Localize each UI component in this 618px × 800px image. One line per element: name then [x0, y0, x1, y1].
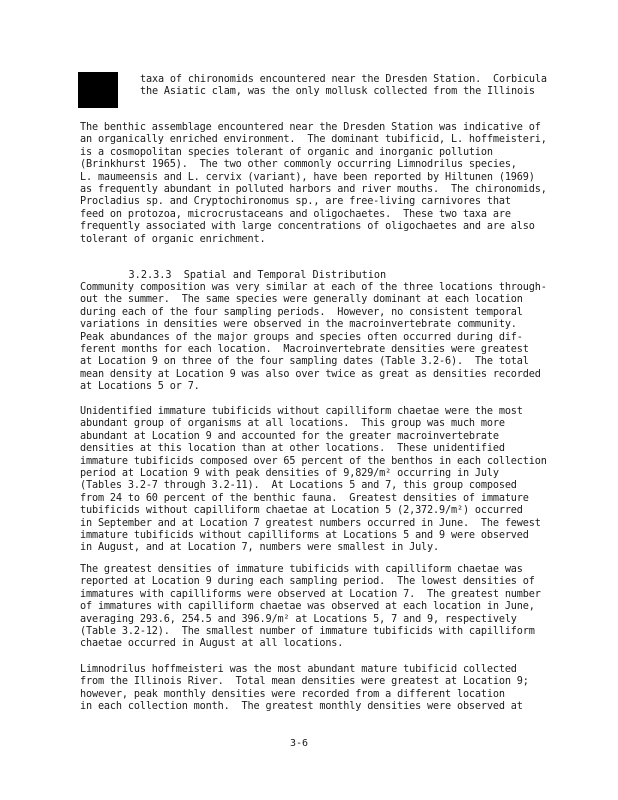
text-line: abundant at Location 9 and accounted for the greater macroinvertebrate [80, 430, 499, 442]
text-line: the Asiatic clam, was the only mollusk collected from the Illinois [140, 86, 535, 98]
text-line: immature tubificids without capilliforms at Locations 5 and 9 were observed [80, 530, 529, 541]
text-line: at Locations 5 or 7. [80, 381, 200, 393]
page-number: 3-6 [290, 738, 309, 749]
text-line: The greatest densities of immature tubificids with capilliform chaetae was [80, 564, 523, 575]
text-line: immature tubificids composed over 65 percent of the benthos in each collection [80, 455, 547, 467]
text-line: out the summer. The same species were generally dominant at each location [80, 294, 523, 306]
text-line: (Brinkhurst 1965). The two other commonly occurring Limnodrilus species, [80, 159, 517, 171]
text-line: (Table 3.2-12). The smallest number of immature tubificids with capilliform [80, 626, 535, 637]
text-line: immatures with capilliforms were observed at Location 7. The greatest number [80, 588, 541, 600]
text-line: from the Illinois River. Total mean densities were greatest at Location 9; [80, 676, 529, 688]
text-line: in August, and at Location 7, numbers were smallest in July. [80, 542, 440, 554]
text-line: variations in densities were observed in the macroinvertebrate community. [80, 319, 517, 331]
text-line: mean density at Location 9 was also over twice as great as densities recorded [80, 368, 541, 380]
text-line: densities at this location than at other locations. These unidentified [80, 443, 505, 455]
text-line: tolerant of organic enrichment. [80, 233, 266, 245]
text-line: taxa of chironomids encountered near the Dresden Station. Corbicula [140, 74, 547, 85]
text-line: The benthic assemblage encountered near the Dresden Station was indicative of [80, 122, 541, 133]
redaction-block [78, 72, 118, 108]
text-line: reported at Location 9 during each sampling period. The lowest densities of [80, 576, 535, 588]
text-line: abundant group of organisms at all locations. This group was much more [80, 418, 505, 430]
text-line: of immatures with capilliform chaetae was observed at each location in June, [80, 601, 535, 613]
text-line: in each collection month. The greatest monthly densities were observed at [80, 701, 523, 713]
text-line: averaging 293.6, 254.5 and 396.9/m² at Locations 5, 7 and 9, respectively [80, 613, 517, 625]
text-line: as frequently abundant in polluted harbors and river mouths. The chironomids, [80, 184, 547, 195]
text-line: L. maumeensis and L. cervix (variant), have been reported by Hiltunen (1969) [80, 171, 535, 183]
text-line: Limnodrilus hoffmeisteri was the most abundant mature tubificid collected [80, 664, 517, 675]
text-line: chaetae occurred in August at all locations. [80, 638, 344, 650]
text-line: however, peak monthly densities were recorded from a different location [80, 688, 505, 700]
text-line: ferent months for each location. Macroinvertebrate densities were greatest [80, 344, 529, 355]
text-line: Procladius sp. and Cryptochironomus sp., are free-living carnivores that [80, 196, 511, 208]
section-heading-text: 3.2.3.3 Spatial and Temporal Distribution [128, 270, 387, 281]
text-line: Community composition was very similar at each of the three locations through- [80, 282, 547, 293]
text-line: tubificids without capilliform chaetae at Location 5 (2,372.9/m²) occurred [80, 505, 523, 517]
text-line: an organically enriched environment. The dominant tubificid, L. hoffmeisteri, [80, 134, 547, 146]
text-line: frequently associated with large concentrations of oligochaetes and are also [80, 221, 535, 233]
text-line: at Location 9 on three of the four sampling dates (Table 3.2-6). The total [80, 356, 529, 368]
text-line: Unidentified immature tubificids without capilliform chaetae were the most [80, 406, 523, 417]
text-line: Peak abundances of the major groups and species often occurred during dif- [80, 331, 523, 343]
text-line: from 24 to 60 percent of the benthic fauna. Greatest densities of immature [80, 492, 529, 504]
text-line: period at Location 9 with peak densities of 9,829/m² occurring in July [80, 468, 499, 479]
text-line: is a cosmopolitan species tolerant of organic and inorganic pollution [80, 146, 493, 158]
text-line: in September and at Location 7 greatest numbers occurred in June. The fewest [80, 517, 541, 529]
text-line: (Tables 3.2-7 through 3.2-11). At Locations 5 and 7, this group composed [80, 480, 517, 492]
text-line: feed on protozoa, microcrustaceans and oligochaetes. These two taxa are [80, 208, 511, 220]
text-line: during each of the four sampling periods. However, no consistent temporal [80, 306, 523, 318]
